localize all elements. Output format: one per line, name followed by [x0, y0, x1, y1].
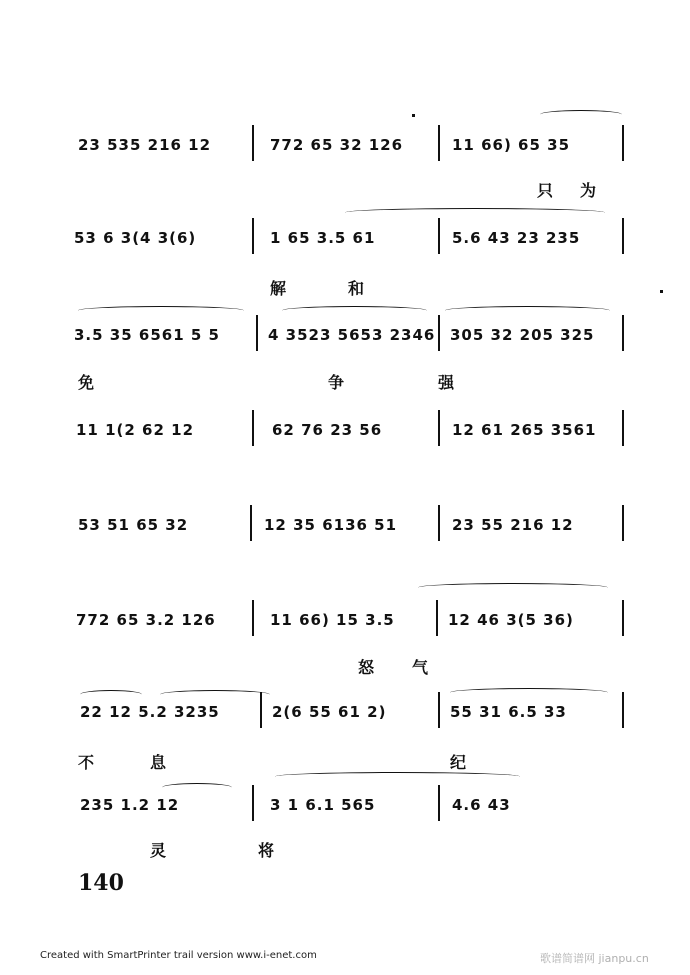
- measure: 23 535 216 12: [78, 136, 212, 154]
- measure: 22 12 5.2 3235: [80, 703, 220, 721]
- barline: [622, 410, 624, 446]
- measure: 1 65 3.5 61: [270, 229, 376, 247]
- tie-mark: [540, 110, 622, 119]
- measure: 53 6 3(4 3(6): [74, 229, 197, 247]
- barline: [622, 218, 624, 254]
- tie-mark: [345, 208, 605, 217]
- lyric: 和: [348, 279, 365, 298]
- page-number: 140: [78, 870, 124, 896]
- barline: [250, 505, 252, 541]
- barline: [438, 218, 440, 254]
- measure: 53 51 65 32: [78, 516, 189, 534]
- lyric: 不: [78, 753, 95, 772]
- tie-mark: [450, 688, 608, 697]
- tie-mark: [162, 783, 232, 792]
- barline: [438, 692, 440, 728]
- tie-mark: [282, 306, 427, 315]
- lyric: 息: [150, 753, 167, 772]
- scan-speck: [660, 290, 663, 293]
- barline: [252, 125, 254, 161]
- tie-mark: [418, 583, 608, 592]
- measure: 11 66) 15 3.5: [270, 611, 395, 629]
- barline: [438, 410, 440, 446]
- lyric: 纪: [450, 753, 467, 772]
- measure: 23 55 216 12: [452, 516, 574, 534]
- lyric: 将: [258, 841, 275, 860]
- lyric: 争: [328, 373, 345, 392]
- measure: 55 31 6.5 33: [450, 703, 567, 721]
- measure: 235 1.2 12: [80, 796, 180, 814]
- lyric: 解: [270, 279, 287, 298]
- measure: 2(6 55 61 2): [272, 703, 387, 721]
- measure: 3.5 35 6561 5 5: [74, 326, 220, 344]
- lyric: 为: [580, 181, 597, 200]
- footer-credit: Created with SmartPrinter trail version www.i-enet.com: [40, 950, 317, 961]
- measure: 5.6 43 23 235: [452, 229, 581, 247]
- lyric: 只: [537, 181, 554, 200]
- barline: [436, 600, 438, 636]
- tie-mark: [80, 690, 142, 699]
- barline: [622, 692, 624, 728]
- measure: 305 32 205 325: [450, 326, 595, 344]
- barline: [622, 125, 624, 161]
- barline: [438, 125, 440, 161]
- measure: 12 46 3(5 36): [448, 611, 574, 629]
- measure: 12 61 265 3561: [452, 421, 597, 439]
- barline: [260, 692, 262, 728]
- barline: [622, 315, 624, 351]
- scan-speck: [412, 114, 415, 117]
- barline: [256, 315, 258, 351]
- measure: 772 65 3.2 126: [76, 611, 216, 629]
- barline: [622, 505, 624, 541]
- measure: 3 1 6.1 565: [270, 796, 376, 814]
- measure: 11 66) 65 35: [452, 136, 571, 154]
- barline: [252, 785, 254, 821]
- tie-mark: [78, 306, 244, 315]
- measure: 11 1(2 62 12: [76, 421, 195, 439]
- barline: [252, 410, 254, 446]
- measure: 4.6 43: [452, 796, 511, 814]
- measure: 12 35 6136 51: [264, 516, 398, 534]
- lyric: 气: [412, 658, 429, 677]
- tie-mark: [275, 772, 520, 781]
- lyric: 免: [78, 373, 95, 392]
- barline: [438, 785, 440, 821]
- barline: [438, 505, 440, 541]
- barline: [252, 600, 254, 636]
- lyric: 怒: [358, 658, 375, 677]
- watermark: 歌谱简谱网 jianpu.cn: [540, 952, 649, 965]
- lyric: 灵: [150, 841, 167, 860]
- tie-mark: [445, 306, 610, 315]
- barline: [622, 600, 624, 636]
- barline: [438, 315, 440, 351]
- lyric: 强: [438, 373, 455, 392]
- measure: 4 3523 5653 2346: [268, 326, 436, 344]
- tie-mark: [160, 690, 270, 699]
- barline: [252, 218, 254, 254]
- measure: 772 65 32 126: [270, 136, 404, 154]
- measure: 62 76 23 56: [272, 421, 383, 439]
